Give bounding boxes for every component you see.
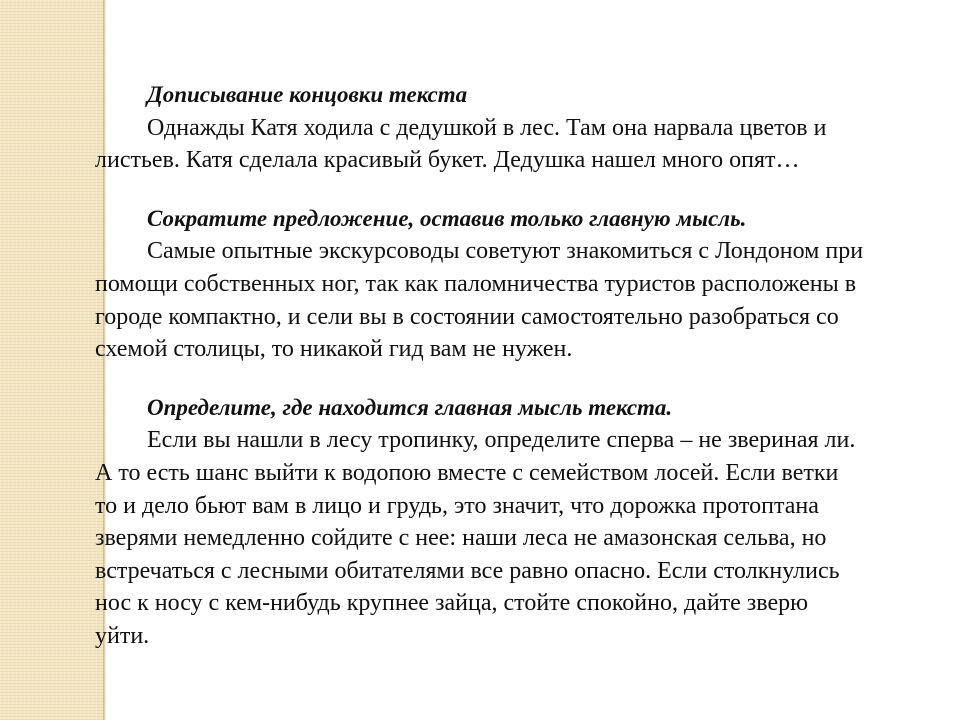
text-line: схемой столицы, то никакой гид вам не нужен.	[95, 336, 573, 363]
slide-content	[95, 79, 955, 653]
section-text-ending	[95, 79, 955, 177]
text-line: нос к носу с кем-нибудь крупнее зайца, стойте спокойно, дайте зверю	[95, 590, 809, 617]
text-line: городе компактно, и сели вы в состоянии самостоятельно разобраться со	[95, 303, 839, 330]
text-line: уйти.	[95, 622, 150, 649]
section-heading: Определите, где находится главная мысль текста.	[147, 394, 673, 420]
section-shorten-sentence	[95, 203, 955, 366]
section-paragraph	[95, 424, 955, 652]
text-line: А то есть шанс выйти к водопою вместе с семейством лосей. Если ветки	[95, 459, 839, 486]
decorative-side-strip	[0, 0, 103, 720]
text-line: помощи собственных ног, так как паломничества туристов расположены в	[95, 270, 857, 297]
section-paragraph	[95, 235, 955, 365]
text-line: Если вы нашли в лесу тропинку, определите сперва – не звериная ли.	[147, 427, 856, 454]
text-line: листьев. Катя сделала красивый букет. Дедушка нашел много опят…	[95, 147, 800, 174]
text-line: Однажды Катя ходила с дедушкой в лес. Там она нарвала цветов и	[147, 114, 827, 141]
text-line: встречаться с лесными обитателями все равно опасно. Если столкнулись	[95, 557, 840, 584]
section-paragraph	[95, 112, 955, 177]
section-heading: Дописывание концовки текста	[147, 82, 468, 107]
text-line: зверями немедленно сойдите с нее: наши леса не амазонская сельва, но	[95, 525, 827, 552]
text-line: то и дело бьют вам в лицо и грудь, это значит, что дорожка протоптана	[95, 492, 819, 519]
text-line: Самые опытные экскурсоводы советуют знакомиться с Лондоном при	[147, 238, 864, 265]
section-heading: Сократите предложение, оставив только главную мысль.	[147, 205, 747, 231]
section-main-idea	[95, 392, 955, 653]
